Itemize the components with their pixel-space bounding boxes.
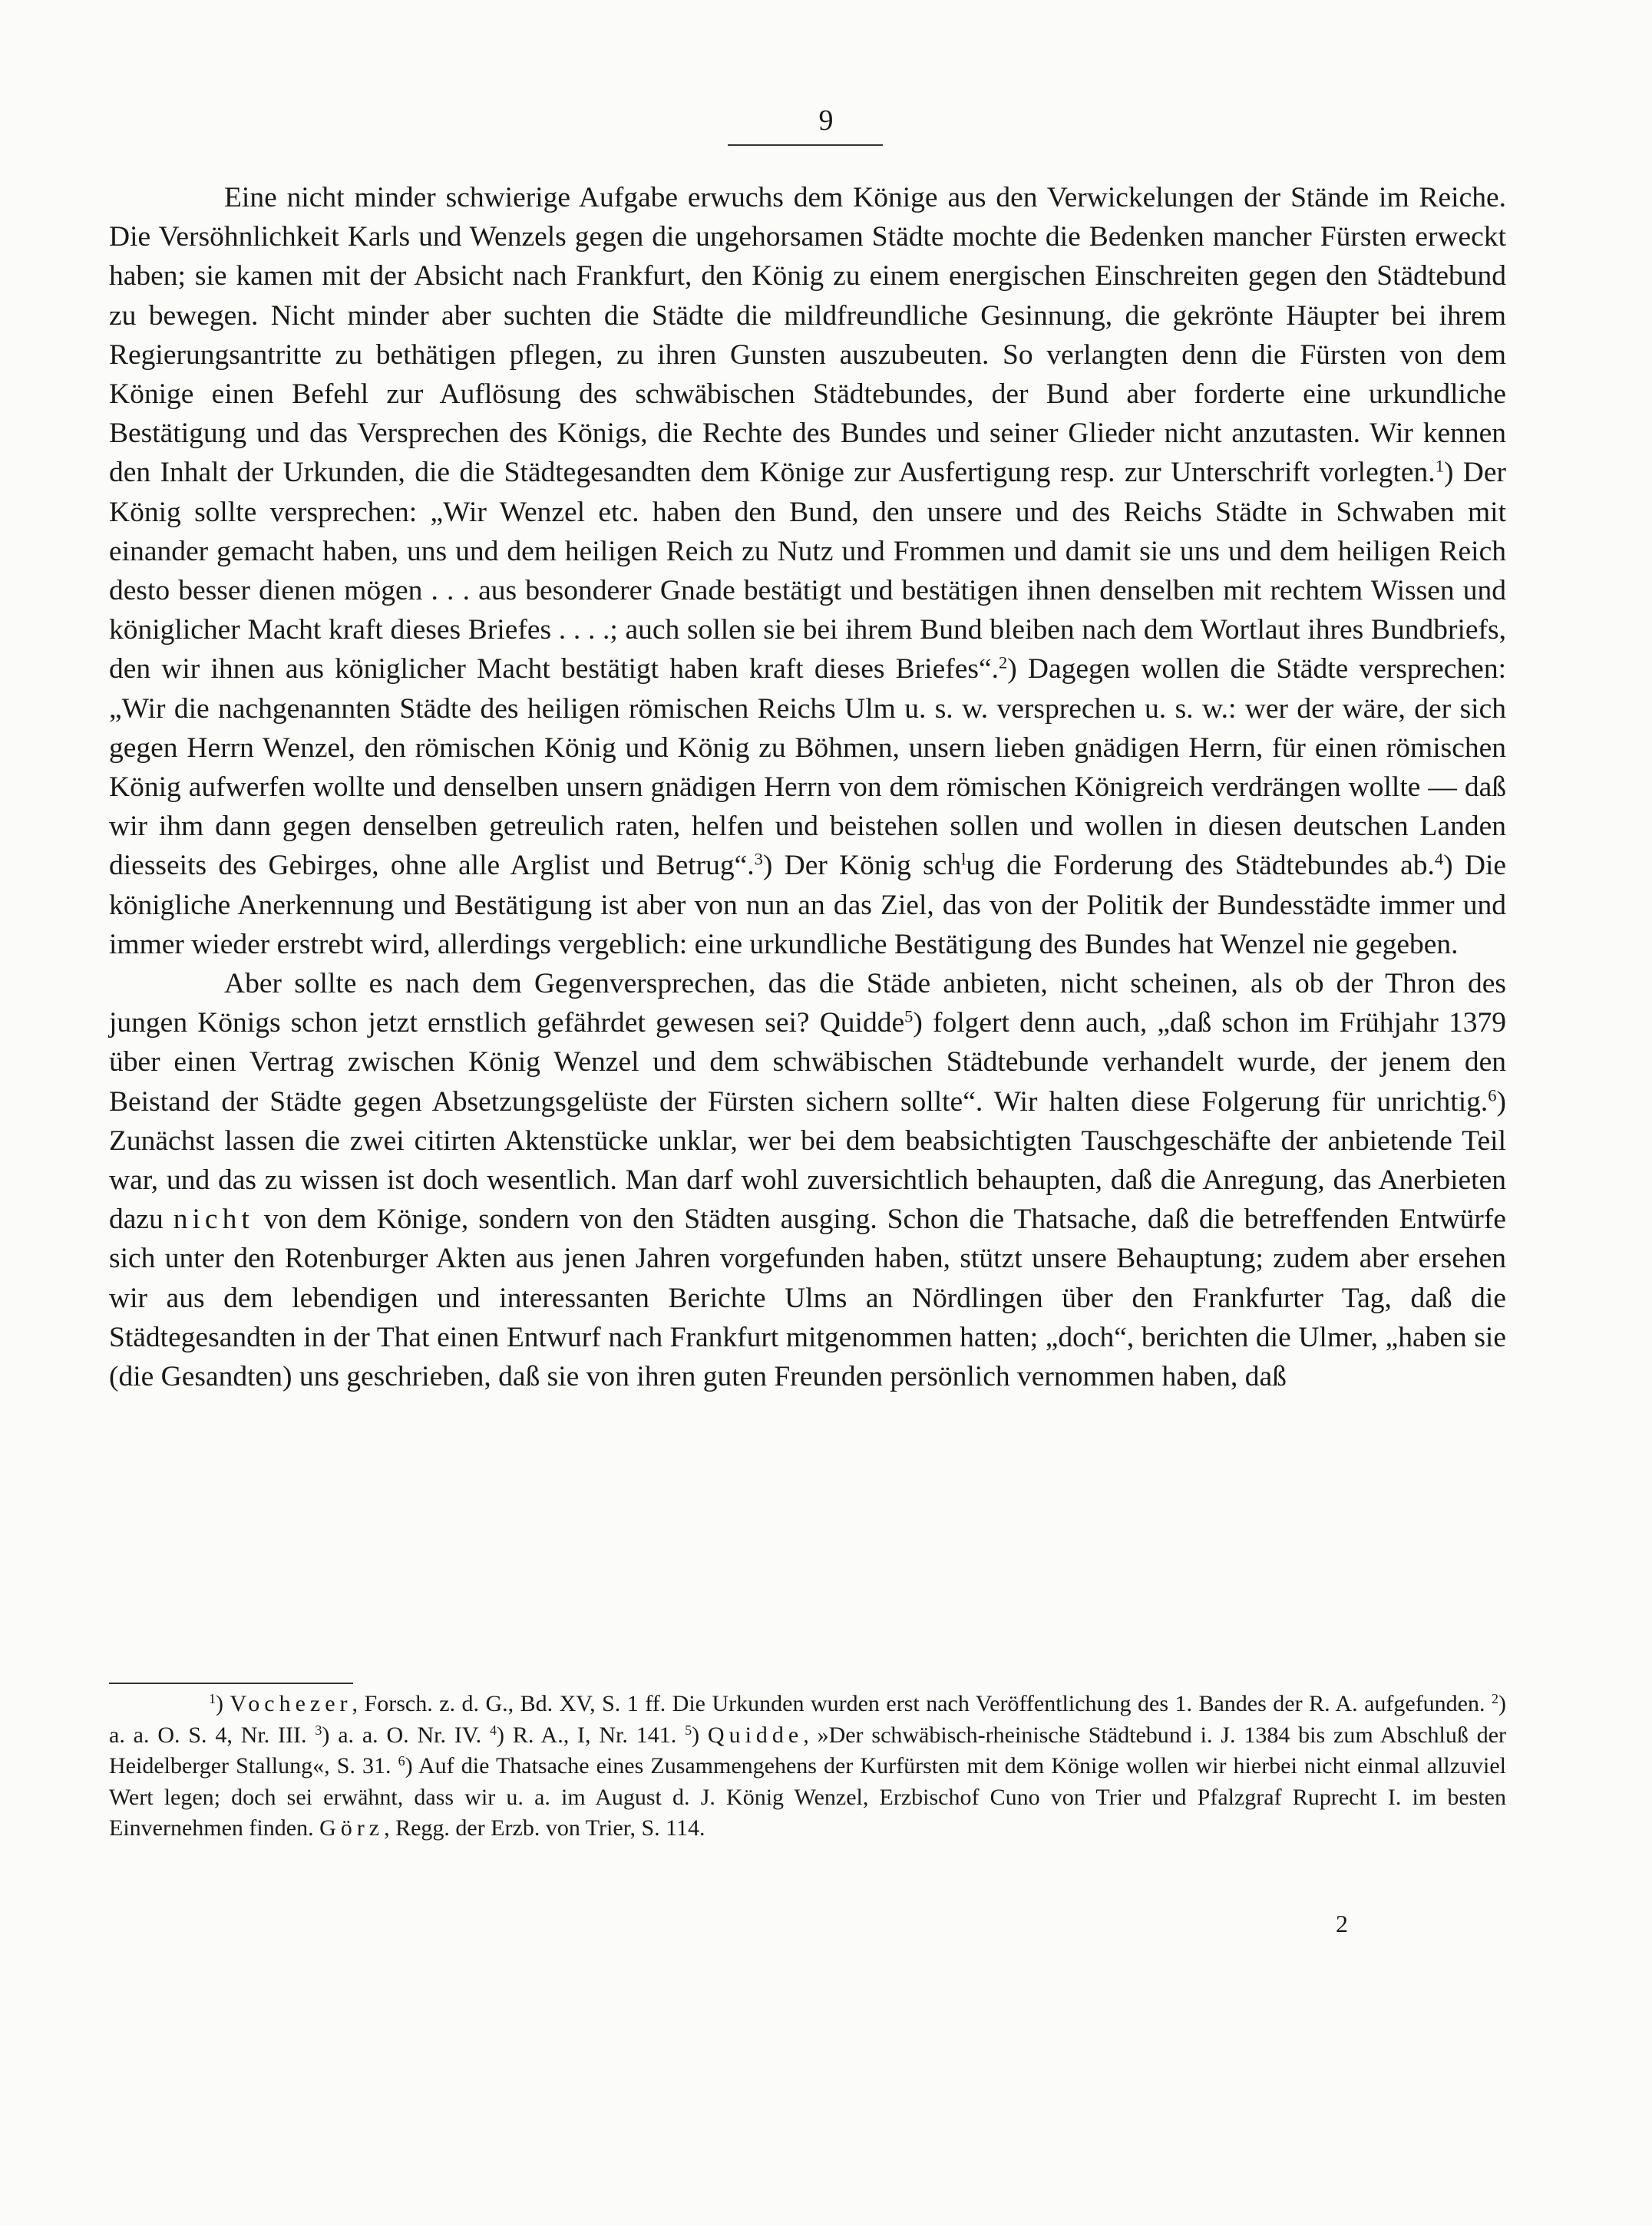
footnote-5-text: , »Der schwäbisch-rheinische Städtebund i. J. 1384 bis zum Abschluß der Heidelberger Stallung«, S. 31.: [109, 1722, 1507, 1778]
footnote-1-marker: 1: [209, 1691, 216, 1707]
footnote-ref-4: 4: [1434, 850, 1444, 870]
body-text: [109, 178, 1506, 1396]
footnotes: $^1$) Vochezer, Forsch. z. d. G., Bd. XV, S. 1 ff. Die Urkunden wurden erst nach Veröffentlichung des 1. Bandes der R. A. aufgefunden. $^2$) a. a. O. S. 4, Nr. III. $^3$) a. a. O. Nr. IV. $^4$) R. A., I, Nr. 141. $^5$) Quidde, »Der schwäbisch-rheinische Städtebund i. J. 1384 bis zum Abschluß der Heidelberger Stallung«, S. 31. $^6$) Auf die Thatsache eines Zusammengehens der Kurfürsten mit dem Könige wollen wir hierbei nicht einmal allzuviel Wert legen; doch sei erwähnt, dass wir u. a. im August d. J. König Wenzel, Erzbischof Cuno von Trier und Pfalzgraf Ruprecht I. im besten Einvernehmen finden. Görz, Regg. der Erzb. von Trier, S. 114.: [109, 1691, 1507, 1841]
p1-text-5: ) Die königliche Anerkennung und Bestätigung ist aber von nun an das Ziel, das von der Politik der Bundesstädte immer und immer wieder erstrebt wird, allerdings vergeblich: eine urkundliche Bestätigung des Bundes hat Wenzel nie gegeben.: [109, 850, 1507, 960]
p2-text-1: Aber sollte es nach dem Gegenversprechen, das die Städe anbieten, nicht scheinen, als ob der Thron des jungen Königs schon jetzt ernstlich gefährdet gewesen sei? Quidde: [109, 968, 1506, 1039]
footnote-6-author: Görz: [319, 1815, 385, 1841]
p2-text-3: ) Zunächst lassen die zwei citirten Aktenstücke unklar, wer bei dem beabsichtigten Tauschgeschäfte der anbietende Teil war, und das zu wissen ist doch wesentlich. Man darf wohl zuversichtlich behaupten, daß die Anregung, das Anerbieten dazu: [109, 1085, 1506, 1236]
footnote-3-marker: 3: [315, 1722, 322, 1738]
p1-text-2: ) Der König sollte versprechen: „Wir Wenzel etc. haben den Bund, den unsere und des Reichs Städte in Schwaben mit einander gemacht haben, uns und dem heiligen Reich zu Nutz und Frommen und damit sie uns und dem heiligen Reich desto besser dienen mögen . . . aus besonderer Gnade bestätigt und bestätigen ihnen denselben mit rechtem Wissen und königlicher Macht kraft dieses Briefes . . . .; auch sollen sie bei ihrem Bund bleiben nach dem Wortlaut ihres Bundbriefs, den wir ihnen aus königlicher Macht bestätigt haben kraft dieses Briefes“.: [109, 457, 1506, 685]
footnote-5-author: Quidde: [707, 1722, 804, 1748]
footnote-6-citation: , Regg. der Erzb. von Trier, S. 114.: [384, 1815, 705, 1841]
footnote-1-text: , Forsch. z. d. G., Bd. XV, S. 1 ff. Die Urkunden wurden erst nach Veröffentlichung des 1. Bandes der R. A. aufgefunden.: [352, 1691, 1485, 1716]
page-number-rule: [728, 144, 883, 146]
footnote-ref-6: 6: [1488, 1085, 1497, 1105]
p1-raised-letter: l: [961, 850, 966, 870]
footnote-3-text: ) a. a. O. Nr. IV.: [322, 1722, 482, 1748]
footnote-2-text: ) a. a. O. S. 4, Nr. III.: [109, 1691, 1506, 1748]
footnote-rule: [109, 1683, 353, 1684]
page-number: 9: [818, 104, 834, 137]
footnote-4-text: ) R. A., I, Nr. 141.: [497, 1722, 677, 1748]
paragraph-1: [109, 178, 1506, 964]
footnote-6-text: ) Auf die Thatsache eines Zusammengehens der Kurfürsten mit dem Könige wollen wir hierbei nicht einmal allzuviel Wert legen; doch sei erwähnt, dass wir u. a. im August d. J. König Wenzel, Erzbischof Cuno von Trier und Pfalzgraf Ruprecht I. im besten Einvernehmen finden.: [109, 1753, 1506, 1841]
emphasis-nicht: nicht: [173, 1204, 254, 1236]
p2-text-2: ) folgert denn auch, „daß schon im Frühjahr 1379 über einen Vertrag zwischen König Wenzel und dem schwäbischen Städtebunde verhandelt wurde, der jenem den Beistand der Städte gegen Absetzungsgelüste der Fürsten sichern sollte“. Wir halten diese Folgerung für unrichtig.: [109, 1007, 1506, 1118]
p1-text-3: ) Dagegen wollen die Städte versprechen: „Wir die nachgenannten Städte des heiligen römischen Reichs Ulm u. s. w. versprechen u. s. w.: wer der wäre, der sich gegen Herrn Wenzel, den römischen König und König zu Böhmen, unsern lieben gnädigen Herrn, für einen römischen König aufwerfen wollte und denselben unsern gnädigen Herrn von dem römischen Königreich verdrängen wollte — daß wir ihm dann gegen denselben getreulich raten, helfen und beistehen sollen und wollen in diesen deutschen Landen diesseits des Gebirges, ohne alle Arglist und Betrug“.: [109, 653, 1506, 882]
p2-text-4: von dem Könige, sondern von den Städten ausging. Schon die Thatsache, daß die betreffenden Entwürfe sich unter den Rotenburger Akten aus jenen Jahren vorgefunden haben, stützt unsere Behauptung; zudem aber ersehen wir aus dem lebendigen und interessanten Berichte Ulms an Nördlingen über den Frankfurter Tag, daß die Städtegesandten in der That einen Entwurf nach Frankfurt mitgenommen hatten; „doch“, berichten die Ulmer, „haben sie (die Gesandten) uns geschrieben, daß sie von ihren guten Freunden persönlich vernommen haben, daß: [109, 1204, 1506, 1393]
footnote-ref-3: 3: [754, 850, 763, 870]
paragraph-2: [109, 964, 1506, 1396]
footnote-5-marker: 5: [685, 1722, 692, 1738]
footnote-4-marker: 4: [490, 1722, 497, 1738]
sheet-signature-number: 2: [1336, 1910, 1348, 1937]
p1-text-1: Eine nicht minder schwierige Aufgabe erwuchs dem Könige aus den Verwickelungen der Stände im Reiche. Die Versöhnlichkeit Karls und Wenzels gegen die ungehorsamen Städte mochte die Bedenken mancher Fürsten erweckt haben; sie kamen mit der Absicht nach Frankfurt, den König zu einem energischen Einschreiten gegen den Städtebund zu bewegen. Nicht minder aber suchten die Städte die mildfreundliche Gesinnung, die gekrönte Häupter bei ihrem Regierungsantritte zu bethätigen pflegen, zu ihren Gunsten auszubeuten. So verlangten denn die Fürsten von dem Könige einen Befehl zur Auflösung des schwäbischen Städtebundes, der Bund aber forderte eine urkundliche Bestätigung und das Versprechen des Königs, die Rechte des Bundes und seiner Glieder nicht anzutasten. Wir kennen den Inhalt der Urkunden, die die Städtegesandten dem Könige zur Ausfertigung resp. zur Unterschrift vorlegten.: [109, 182, 1506, 489]
p1-text-4a: ) Der König sch: [762, 850, 962, 882]
footnote-ref-1: 1: [1435, 457, 1444, 477]
footnote-6-marker: 6: [398, 1753, 405, 1769]
footnote-2-marker: 2: [1492, 1691, 1498, 1707]
p1-text-4c: ug die Forderung des Städtebundes ab.: [966, 850, 1435, 882]
footnote-1-author: Vochezer: [230, 1691, 352, 1716]
footnote-ref-5: 5: [904, 1006, 914, 1026]
footnote-ref-2: 2: [999, 653, 1008, 673]
